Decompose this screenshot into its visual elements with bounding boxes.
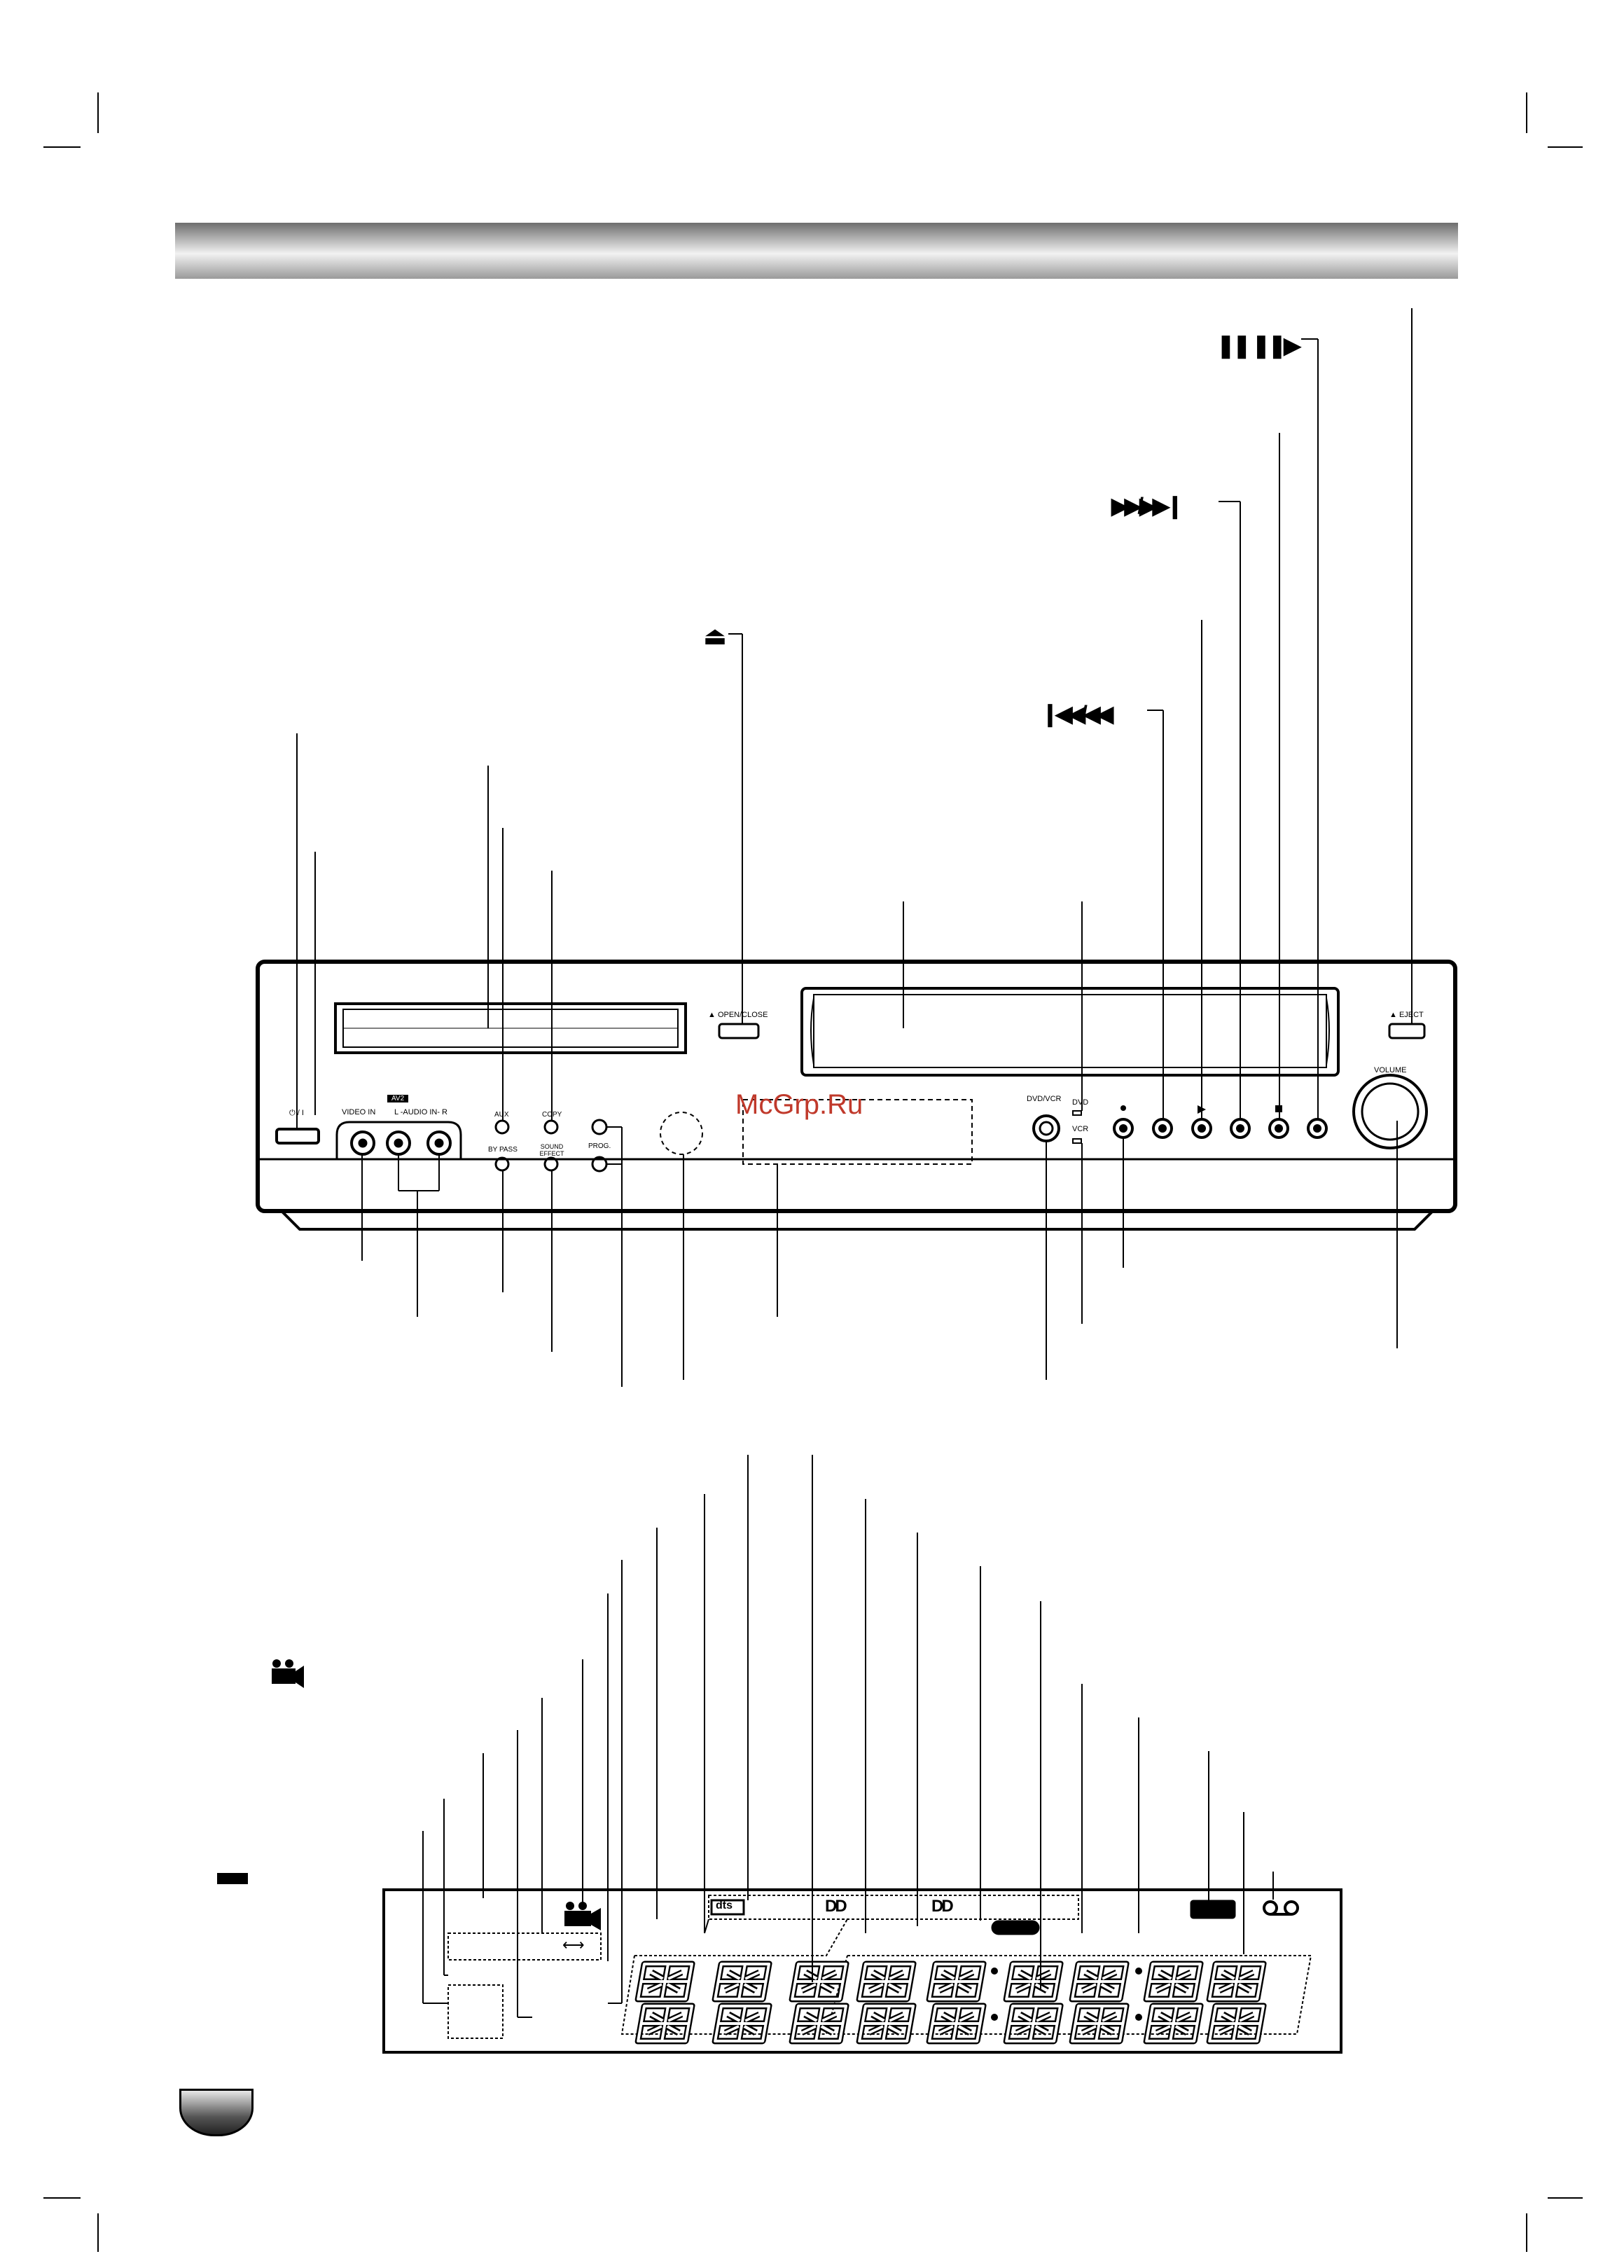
sound-effect-label: SOUND EFFECT	[539, 1143, 564, 1157]
panel-callout-lines	[297, 308, 1412, 1387]
display-indicator-block	[1191, 1900, 1235, 1918]
camera-icon-legend	[272, 1659, 304, 1688]
dvd-vcr-label: DVD/VCR	[1027, 1095, 1062, 1103]
reverse-skip-symbol: ❙◀◀/◀◀	[1041, 701, 1110, 726]
dts-label: dts	[716, 1900, 733, 1911]
pause-step-symbol: ❚❚ ❚❚▶	[1216, 333, 1298, 358]
vcr-led-label: VCR	[1072, 1125, 1089, 1133]
bypass-label: BY PASS	[488, 1146, 518, 1154]
audio-in-label: L -AUDIO IN- R	[394, 1108, 447, 1116]
prog-label: PROG.	[588, 1142, 611, 1150]
aux-label: AUX	[494, 1111, 509, 1119]
av2-label: AV2	[387, 1095, 408, 1102]
dolby-label-1: DD	[825, 1897, 845, 1916]
colon-dot	[1135, 1968, 1142, 1975]
black-block-legend-icon	[217, 1873, 248, 1884]
copy-label: COPY	[542, 1111, 562, 1119]
colon-dot	[991, 1968, 998, 1975]
dolby-label-2: DD	[931, 1897, 952, 1916]
open-close-label: ▲ OPEN/CLOSE	[708, 1011, 768, 1019]
colon-dot	[991, 2014, 998, 2021]
arrow-label: ⟷	[562, 1936, 585, 1954]
display-indicator-pill	[992, 1921, 1039, 1935]
colon-dot	[1135, 2014, 1142, 2021]
power-label: ⏻ / I	[289, 1109, 304, 1117]
video-in-label: VIDEO IN	[342, 1108, 376, 1116]
eject-label: ▲ EJECT	[1389, 1011, 1424, 1019]
eject-symbol: ⏏	[703, 621, 728, 650]
volume-label: VOLUME	[1374, 1066, 1407, 1074]
watermark: McGrp.Ru	[735, 1089, 863, 1120]
dvd-led-label: DVD	[1072, 1098, 1089, 1107]
forward-skip-symbol: ▶▶/▶▶❙	[1111, 493, 1181, 518]
